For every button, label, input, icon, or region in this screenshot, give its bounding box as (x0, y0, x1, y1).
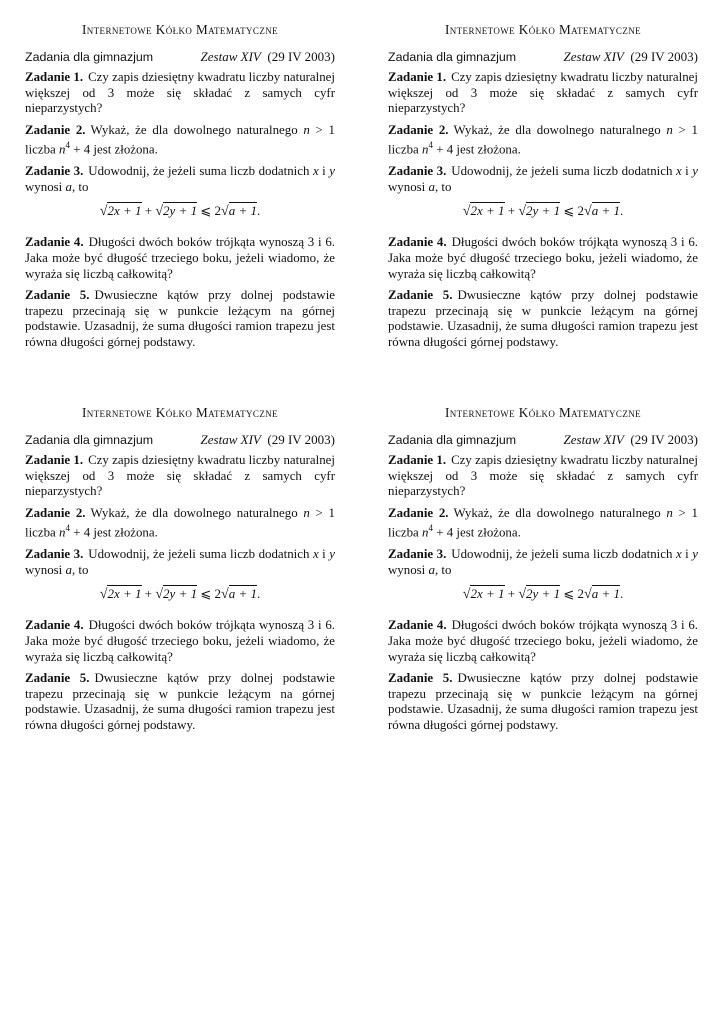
sheet-subheader (388, 49, 698, 65)
sqrt-a: √a + 1 (221, 203, 257, 220)
set-date: (29 IV 2003) (630, 432, 698, 447)
task-3: Zadanie 3. Udowodnij, że jeżeli suma liczb dodatnich x i y wynosi a, to (25, 164, 335, 194)
inequality-formula: √2x + 1 + √2y + 1 ⩽ 2√a + 1. (25, 201, 335, 221)
sqrt-2x: √2x + 1 (462, 586, 505, 603)
task-3: Zadanie 3. Udowodnij, że jeżeli suma liczb dodatnich x i y wynosi a, to (388, 547, 698, 577)
task-1: Zadanie 1. Czy zapis dziesiętny kwadratu liczby naturalnej większej od 3 może się składać z samych cyfr nieparzystych? (388, 70, 698, 116)
sqrt-2y: √2y + 1 (518, 203, 561, 220)
task-1: Zadanie 1. Czy zapis dziesiętny kwadratu liczby naturalnej większej od 3 może się składać z samych cyfr nieparzystych? (25, 70, 335, 116)
task-2: Zadanie 2. Wykaż, że dla dowolnego naturalnego n > 1 liczba $n^4 + 4$ jest złożona. (388, 122, 698, 157)
sheet-subheader (25, 432, 335, 448)
sqrt-a: √a + 1 (584, 203, 620, 220)
sqrt-2y: √2y + 1 (518, 586, 561, 603)
level-label: Zadania dla gimnazjum (25, 50, 154, 64)
set-word: Zestaw XIV (200, 432, 261, 447)
task-5: Zadanie 5. Dwusieczne kątów przy dolnej podstawie trapezu przecinają się w punkcie leżącym na górnej podstawie. Uzasadnij, że suma długości ramion trapezu jest równa długości górnej podstawy. (25, 671, 335, 733)
task-2: Zadanie 2. Wykaż, że dla dowolnego naturalnego n > 1 liczba $n^4 + 4$ jest złożona. (25, 122, 335, 157)
sheet-header: Internetowe Kółko Matematyczne (444, 405, 642, 420)
worksheet-bottom-right (388, 405, 698, 740)
set-info (564, 432, 698, 448)
set-word: Zestaw XIV (563, 49, 624, 64)
task-2: Zadanie 2. Wykaż, że dla dowolnego naturalnego n > 1 liczba $n^4 + 4$ jest złożona. (388, 505, 698, 540)
sheet-subheader (388, 432, 698, 448)
set-info (201, 49, 335, 65)
sqrt-a: √a + 1 (221, 586, 257, 603)
set-date: (29 IV 2003) (267, 49, 335, 64)
sheet-header: Internetowe Kółko Matematyczne (81, 405, 279, 420)
level-label: Zadania dla gimnazjum (25, 433, 154, 447)
sqrt-a: √a + 1 (584, 586, 620, 603)
inequality-formula: √2x + 1 + √2y + 1 ⩽ 2√a + 1. (388, 584, 698, 604)
task-3: Zadanie 3. Udowodnij, że jeżeli suma liczb dodatnich x i y wynosi a, to (388, 164, 698, 194)
task-5: Zadanie 5. Dwusieczne kątów przy dolnej podstawie trapezu przecinają się w punkcie leżącym na górnej podstawie. Uzasadnij, że suma długości ramion trapezu jest równa długości górnej podstawy. (388, 288, 698, 350)
worksheet-top-right (388, 22, 698, 357)
set-word: Zestaw XIV (200, 49, 261, 64)
task-3: Zadanie 3. Udowodnij, że jeżeli suma liczb dodatnich x i y wynosi a, to (25, 547, 335, 577)
set-info (564, 49, 698, 65)
task-4: Zadanie 4. Długości dwóch boków trójkąta wynoszą 3 i 6. Jaka może być długość trzeciego boku, jeżeli wiadomo, że wyraża się liczbą całkowitą? (25, 235, 335, 281)
task-4: Zadanie 4. Długości dwóch boków trójkąta wynoszą 3 i 6. Jaka może być długość trzeciego boku, jeżeli wiadomo, że wyraża się liczbą całkowitą? (388, 618, 698, 664)
sqrt-2x: √2x + 1 (99, 586, 142, 603)
set-date: (29 IV 2003) (630, 49, 698, 64)
set-date: (29 IV 2003) (267, 432, 335, 447)
set-info (201, 432, 335, 448)
task-5: Zadanie 5. Dwusieczne kątów przy dolnej podstawie trapezu przecinają się w punkcie leżącym na górnej podstawie. Uzasadnij, że suma długości ramion trapezu jest równa długości górnej podstawy. (25, 288, 335, 350)
task-1: Zadanie 1. Czy zapis dziesiętny kwadratu liczby naturalnej większej od 3 może się składać z samych cyfr nieparzystych? (25, 453, 335, 499)
task-1: Zadanie 1. Czy zapis dziesiętny kwadratu liczby naturalnej większej od 3 może się składać z samych cyfr nieparzystych? (388, 453, 698, 499)
level-label: Zadania dla gimnazjum (388, 433, 517, 447)
sheet-header: Internetowe Kółko Matematyczne (444, 22, 642, 37)
sheet-subheader (25, 49, 335, 65)
sqrt-2y: √2y + 1 (155, 586, 198, 603)
sqrt-2x: √2x + 1 (99, 203, 142, 220)
sqrt-2y: √2y + 1 (155, 203, 198, 220)
level-label: Zadania dla gimnazjum (388, 50, 517, 64)
worksheet-top-left (25, 22, 335, 357)
task-5: Zadanie 5. Dwusieczne kątów przy dolnej podstawie trapezu przecinają się w punkcie leżącym na górnej podstawie. Uzasadnij, że suma długości ramion trapezu jest równa długości górnej podstawy. (388, 671, 698, 733)
inequality-formula: √2x + 1 + √2y + 1 ⩽ 2√a + 1. (388, 201, 698, 221)
set-word: Zestaw XIV (563, 432, 624, 447)
task-4: Zadanie 4. Długości dwóch boków trójkąta wynoszą 3 i 6. Jaka może być długość trzeciego boku, jeżeli wiadomo, że wyraża się liczbą całkowitą? (25, 618, 335, 664)
worksheet-bottom-left (25, 405, 335, 740)
task-2: Zadanie 2. Wykaż, że dla dowolnego naturalnego n > 1 liczba $n^4 + 4$ jest złożona. (25, 505, 335, 540)
sheet-header: Internetowe Kółko Matematyczne (81, 22, 279, 37)
inequality-formula: √2x + 1 + √2y + 1 ⩽ 2√a + 1. (25, 584, 335, 604)
sqrt-2x: √2x + 1 (462, 203, 505, 220)
task-4: Zadanie 4. Długości dwóch boków trójkąta wynoszą 3 i 6. Jaka może być długość trzeciego boku, jeżeli wiadomo, że wyraża się liczbą całkowitą? (388, 235, 698, 281)
